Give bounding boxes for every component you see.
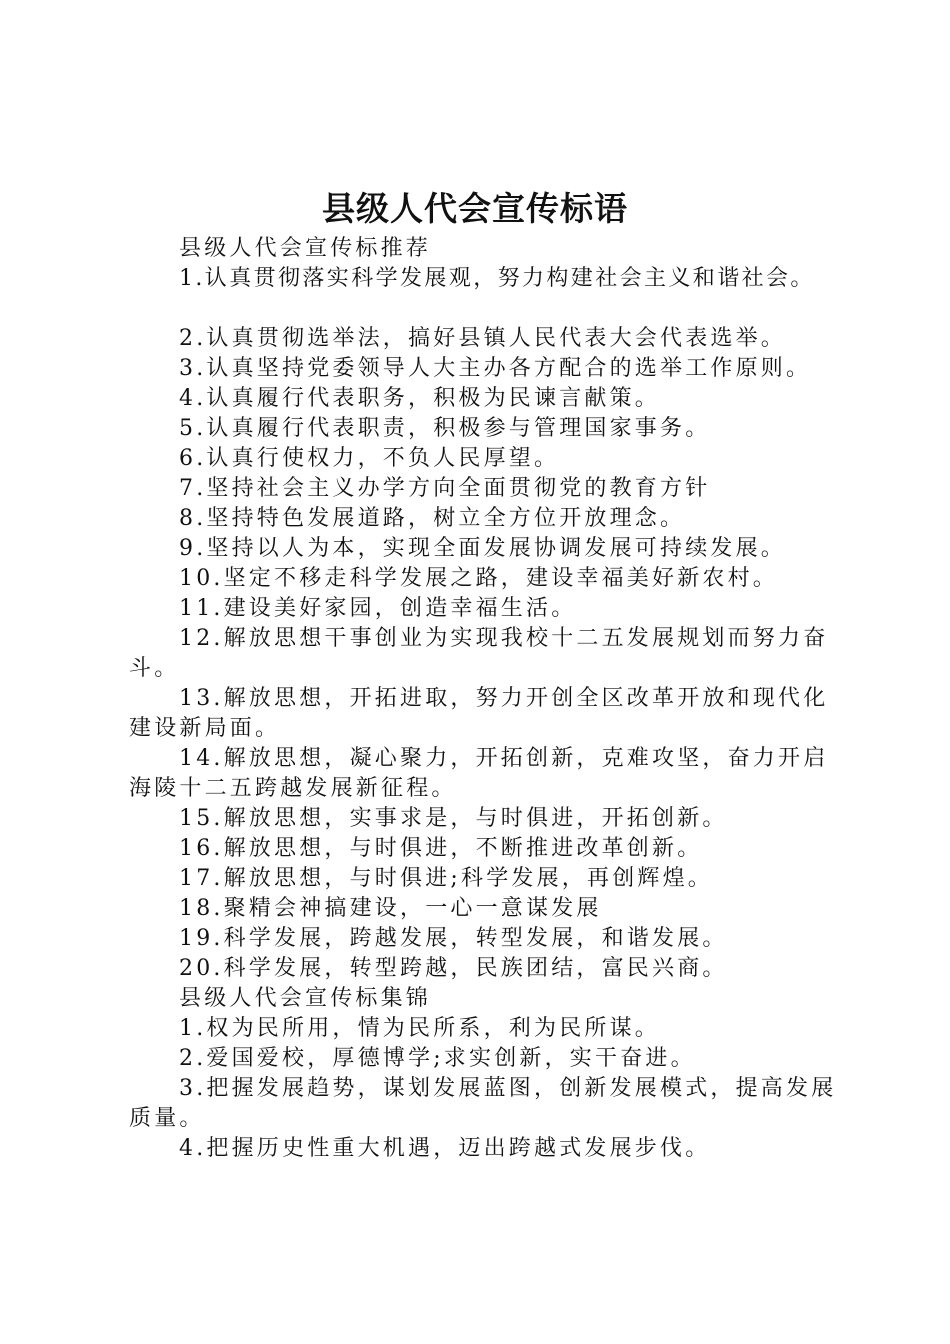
slogan-item: 13.解放思想，开拓进取，努力开创全区改革开放和现代化建设新局面。 — [129, 686, 829, 741]
slogan-item: 1.认真贯彻落实科学发展观，努力构建社会主义和谐社会。 — [179, 266, 815, 291]
slogan-item: 15.解放思想，实事求是，与时俱进，开拓创新。 — [179, 806, 728, 831]
section-heading-recommend: 县级人代会宣传标推荐 — [179, 236, 432, 261]
slogan-item: 3.认真坚持党委领导人大主办各方配合的选举工作原则。 — [179, 356, 812, 381]
slogan-item: 5.认真履行代表职责，积极参与管理国家事务。 — [179, 416, 711, 441]
slogan-item: 4.认真履行代表职务，积极为民谏言献策。 — [179, 386, 660, 411]
document-title: 县级人代会宣传标语 — [322, 189, 628, 228]
slogan-item: 11.建设美好家园，创造幸福生活。 — [179, 596, 577, 621]
slogan-item: 6.认真行使权力，不负人民厚望。 — [179, 446, 560, 471]
slogan-item: 3.把握发展趋势，谋划发展蓝图，创新发展模式，提高发展质量。 — [129, 1076, 837, 1131]
slogan-item: 19.科学发展，跨越发展，转型发展，和谐发展。 — [179, 926, 728, 951]
slogan-item: 2.认真贯彻选举法，搞好县镇人民代表大会代表选举。 — [179, 326, 786, 351]
slogan-item: 18.聚精会神搞建设，一心一意谋发展 — [179, 896, 602, 921]
blank-line — [129, 294, 841, 324]
document-body — [129, 234, 841, 1164]
slogan-item: 20.科学发展，转型跨越，民族团结，富民兴商。 — [179, 956, 728, 981]
slogan-item: 14.解放思想，凝心聚力，开拓创新，克难攻坚，奋力开启海陵十二五跨越发展新征程。 — [129, 746, 829, 801]
slogan-item: 9.坚持以人为本，实现全面发展协调发展可持续发展。 — [179, 536, 786, 561]
slogan-item: 17.解放思想，与时俱进;科学发展，再创辉煌。 — [179, 866, 714, 891]
slogan-item: 8.坚持特色发展道路，树立全方位开放理念。 — [179, 506, 686, 531]
slogan-item: 7.坚持社会主义办学方向全面贯彻党的教育方针 — [179, 476, 711, 501]
slogan-item: 10.坚定不移走科学发展之路，建设幸福美好新农村。 — [179, 566, 778, 591]
slogan-item: 4.把握历史性重大机遇，迈出跨越式发展步伐。 — [179, 1136, 711, 1161]
slogan-item: 1.权为民所用，情为民所系，利为民所谋。 — [179, 1016, 660, 1041]
slogan-item: 16.解放思想，与时俱进，不断推进改革创新。 — [179, 836, 703, 861]
slogan-item: 12.解放思想干事创业为实现我校十二五发展规划而努力奋斗。 — [129, 626, 829, 681]
section-heading-collection: 县级人代会宣传标集锦 — [179, 986, 432, 1011]
slogan-item: 2.爱国爱校，厚德博学;求实创新，实干奋进。 — [179, 1046, 696, 1071]
